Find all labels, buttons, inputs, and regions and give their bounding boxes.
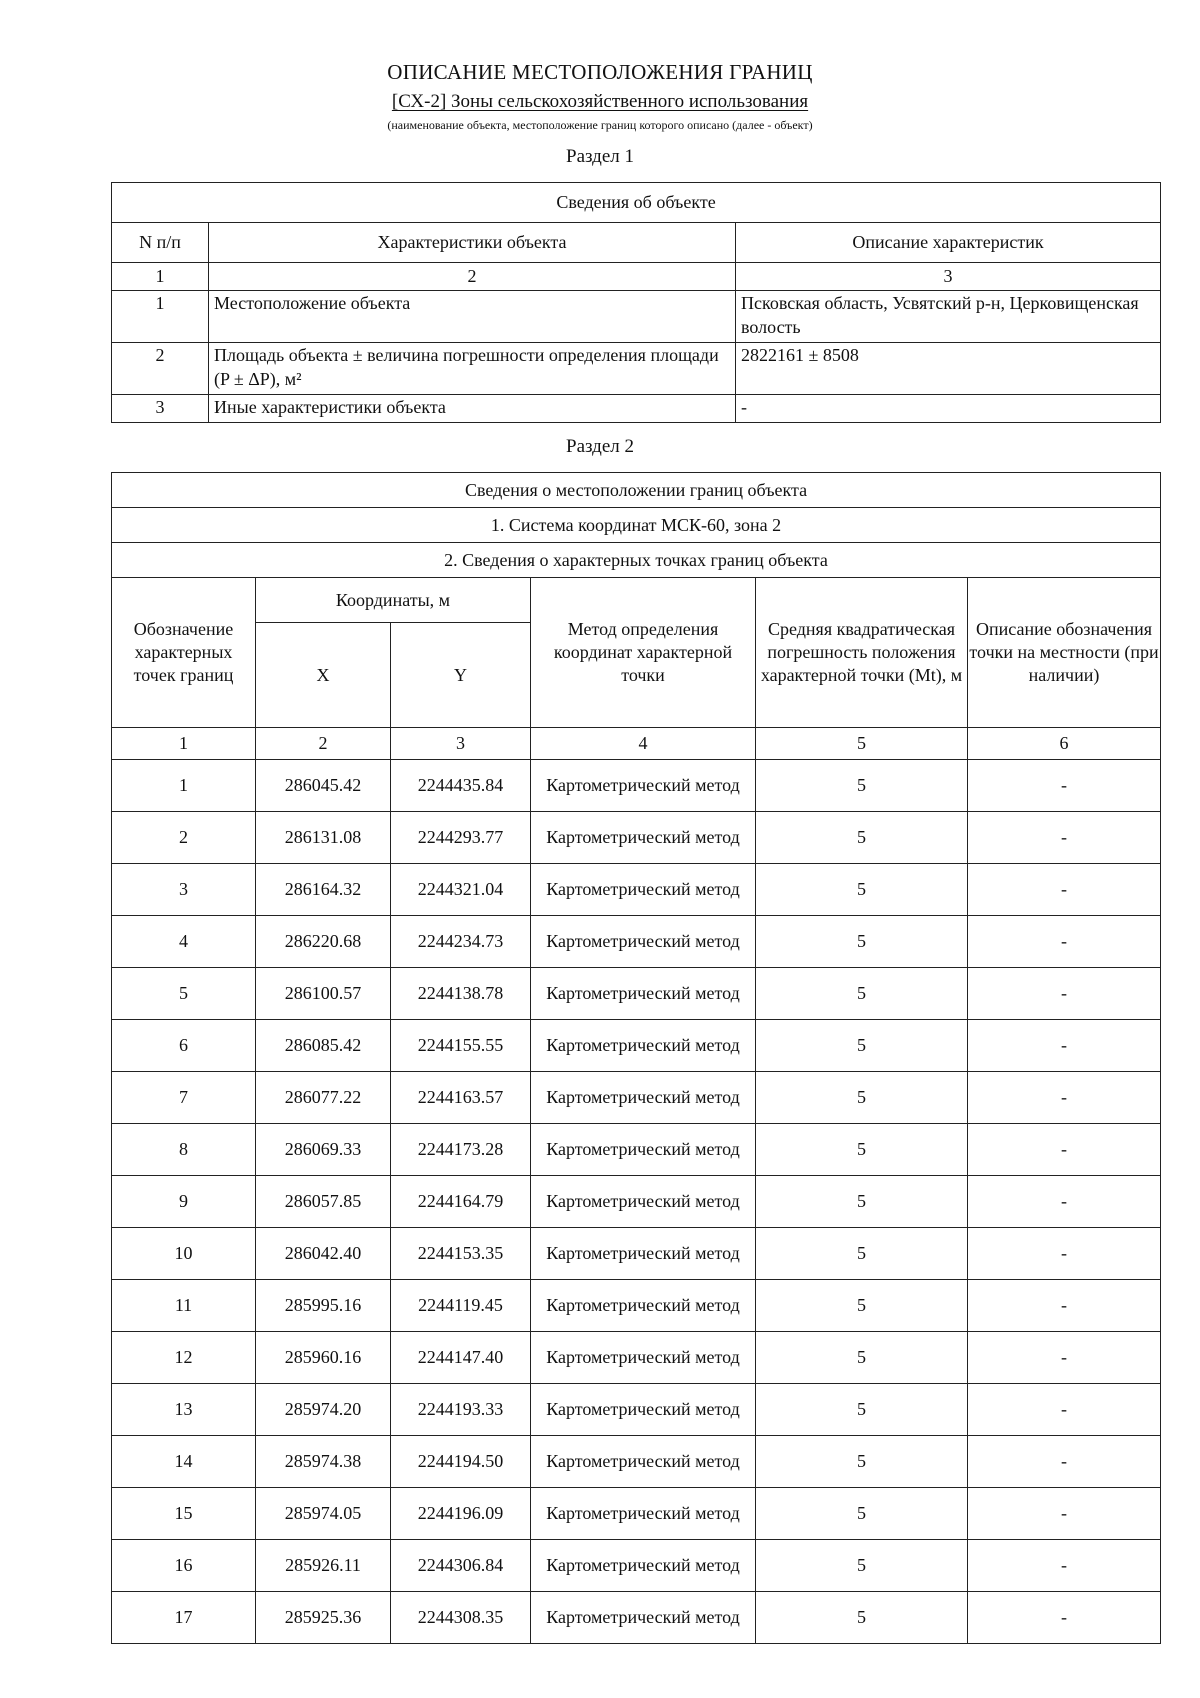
mt-error: 5 xyxy=(756,812,968,864)
row-number: 1 xyxy=(112,291,209,343)
coord-x: 286131.08 xyxy=(256,812,391,864)
table-row xyxy=(112,1436,1161,1488)
col-number: 5 xyxy=(756,728,968,760)
point-number: 16 xyxy=(112,1540,256,1592)
row-number: 3 xyxy=(112,395,209,423)
col-header-method: Метод определения координат характерной точки xyxy=(531,578,756,728)
col-number: 1 xyxy=(112,263,209,291)
method: Картометрический метод xyxy=(531,864,756,916)
coord-y: 2244194.50 xyxy=(391,1436,531,1488)
col-header-y: Y xyxy=(391,623,531,728)
point-number: 4 xyxy=(112,916,256,968)
point-description: - xyxy=(968,1592,1161,1644)
coord-y: 2244163.57 xyxy=(391,1072,531,1124)
method: Картометрический метод xyxy=(531,1384,756,1436)
table-row xyxy=(112,916,1161,968)
coord-y: 2244153.35 xyxy=(391,1228,531,1280)
table-row xyxy=(112,968,1161,1020)
col-number: 4 xyxy=(531,728,756,760)
method: Картометрический метод xyxy=(531,1540,756,1592)
point-number: 9 xyxy=(112,1176,256,1228)
coord-x: 285960.16 xyxy=(256,1332,391,1384)
method: Картометрический метод xyxy=(531,1176,756,1228)
mt-error: 5 xyxy=(756,1592,968,1644)
col-header-x: X xyxy=(256,623,391,728)
method: Картометрический метод xyxy=(531,1436,756,1488)
coord-y: 2244293.77 xyxy=(391,812,531,864)
point-number: 17 xyxy=(112,1592,256,1644)
object-name-text: [СХ-2] Зоны сельскохозяйственного использования xyxy=(391,91,809,112)
coord-y: 2244147.40 xyxy=(391,1332,531,1384)
point-description: - xyxy=(968,1436,1161,1488)
coord-x: 285974.38 xyxy=(256,1436,391,1488)
point-description: - xyxy=(968,1124,1161,1176)
table-row xyxy=(112,1332,1161,1384)
point-number: 10 xyxy=(112,1228,256,1280)
col-number: 3 xyxy=(391,728,531,760)
table-row xyxy=(112,812,1161,864)
point-description: - xyxy=(968,812,1161,864)
coord-y: 2244119.45 xyxy=(391,1280,531,1332)
point-number: 5 xyxy=(112,968,256,1020)
mt-error: 5 xyxy=(756,1228,968,1280)
coord-x: 285995.16 xyxy=(256,1280,391,1332)
coord-x: 285974.20 xyxy=(256,1384,391,1436)
point-description: - xyxy=(968,1540,1161,1592)
col-header-desc: Описание обозначения точки на местности (при наличии) xyxy=(968,578,1161,728)
mt-error: 5 xyxy=(756,760,968,812)
table-row xyxy=(112,1384,1161,1436)
characteristic-name: Площадь объекта ± величина погрешности определения площади (P ± ΔP), м² xyxy=(209,343,736,395)
mt-error: 5 xyxy=(756,1332,968,1384)
boundary-points-table xyxy=(111,472,1161,1644)
point-number: 8 xyxy=(112,1124,256,1176)
point-description: - xyxy=(968,1332,1161,1384)
coord-x: 285974.05 xyxy=(256,1488,391,1540)
mt-error: 5 xyxy=(756,1020,968,1072)
coord-x: 286045.42 xyxy=(256,760,391,812)
point-number: 7 xyxy=(112,1072,256,1124)
table-row xyxy=(112,1228,1161,1280)
point-description: - xyxy=(968,968,1161,1020)
point-number: 2 xyxy=(112,812,256,864)
col-header-coords: Координаты, м xyxy=(256,578,531,623)
coord-x: 286085.42 xyxy=(256,1020,391,1072)
table-row xyxy=(112,1072,1161,1124)
coord-x: 286042.40 xyxy=(256,1228,391,1280)
point-description: - xyxy=(968,1020,1161,1072)
table-row xyxy=(112,1020,1161,1072)
col-header-point: Обозначение характерных точек границ xyxy=(112,578,256,728)
mt-error: 5 xyxy=(756,1124,968,1176)
col-number: 3 xyxy=(736,263,1161,291)
coord-y: 2244306.84 xyxy=(391,1540,531,1592)
table-row xyxy=(112,864,1161,916)
point-description: - xyxy=(968,1072,1161,1124)
characteristic-value: - xyxy=(736,395,1161,423)
section-2-title: Раздел 2 xyxy=(566,436,634,457)
mt-error: 5 xyxy=(756,1384,968,1436)
method: Картометрический метод xyxy=(531,1124,756,1176)
object-name-note: (наименование объекта, местоположение границ которого описано (далее - объект) xyxy=(387,118,813,132)
point-number: 3 xyxy=(112,864,256,916)
method: Картометрический метод xyxy=(531,1228,756,1280)
mt-error: 5 xyxy=(756,1072,968,1124)
table-row xyxy=(112,1592,1161,1644)
object-info-table xyxy=(111,182,1161,423)
point-number: 12 xyxy=(112,1332,256,1384)
coordinate-system: 1. Система координат МСК-60, зона 2 xyxy=(112,508,1161,543)
coord-y: 2244196.09 xyxy=(391,1488,531,1540)
method: Картометрический метод xyxy=(531,1332,756,1384)
coord-x: 285926.11 xyxy=(256,1540,391,1592)
coord-y: 2244435.84 xyxy=(391,760,531,812)
characteristic-value: 2822161 ± 8508 xyxy=(736,343,1161,395)
coord-x: 285925.36 xyxy=(256,1592,391,1644)
coord-x: 286077.22 xyxy=(256,1072,391,1124)
point-number: 14 xyxy=(112,1436,256,1488)
table-row xyxy=(112,343,1161,395)
coord-x: 286100.57 xyxy=(256,968,391,1020)
point-description: - xyxy=(968,864,1161,916)
characteristic-value: Псковская область, Усвятский р-н, Церковищенская волость xyxy=(736,291,1161,343)
method: Картометрический метод xyxy=(531,968,756,1020)
method: Картометрический метод xyxy=(531,916,756,968)
table-row xyxy=(112,395,1161,423)
section-1-title: Раздел 1 xyxy=(566,146,634,167)
col-header-error: Средняя квадратическая погрешность положения характерной точки (Mt), м xyxy=(756,578,968,728)
table-row xyxy=(112,1488,1161,1540)
coord-y: 2244173.28 xyxy=(391,1124,531,1176)
coord-x: 286057.85 xyxy=(256,1176,391,1228)
method: Картометрический метод xyxy=(531,1488,756,1540)
points-subcaption: 2. Сведения о характерных точках границ объекта xyxy=(112,543,1161,578)
characteristic-name: Иные характеристики объекта xyxy=(209,395,736,423)
boundary-caption: Сведения о местоположении границ объекта xyxy=(112,473,1161,508)
col-header-n: N п/п xyxy=(112,223,209,263)
mt-error: 5 xyxy=(756,968,968,1020)
table-row xyxy=(112,760,1161,812)
mt-error: 5 xyxy=(756,1488,968,1540)
point-description: - xyxy=(968,1228,1161,1280)
coord-y: 2244308.35 xyxy=(391,1592,531,1644)
point-number: 11 xyxy=(112,1280,256,1332)
table-row xyxy=(112,1176,1161,1228)
method: Картометрический метод xyxy=(531,1020,756,1072)
table-row xyxy=(112,1124,1161,1176)
points-body xyxy=(112,760,1161,1644)
col-number: 2 xyxy=(209,263,736,291)
table-row xyxy=(112,291,1161,343)
point-number: 6 xyxy=(112,1020,256,1072)
point-description: - xyxy=(968,1280,1161,1332)
point-description: - xyxy=(968,1488,1161,1540)
mt-error: 5 xyxy=(756,1436,968,1488)
coord-x: 286220.68 xyxy=(256,916,391,968)
mt-error: 5 xyxy=(756,864,968,916)
coord-y: 2244155.55 xyxy=(391,1020,531,1072)
point-description: - xyxy=(968,1176,1161,1228)
point-number: 15 xyxy=(112,1488,256,1540)
method: Картометрический метод xyxy=(531,1592,756,1644)
point-number: 1 xyxy=(112,760,256,812)
document-title: ОПИСАНИЕ МЕСТОПОЛОЖЕНИЯ ГРАНИЦ xyxy=(387,60,813,84)
col-header-characteristic: Характеристики объекта xyxy=(209,223,736,263)
coord-y: 2244234.73 xyxy=(391,916,531,968)
col-number: 1 xyxy=(112,728,256,760)
row-number: 2 xyxy=(112,343,209,395)
col-number: 6 xyxy=(968,728,1161,760)
mt-error: 5 xyxy=(756,916,968,968)
col-header-description: Описание характеристик xyxy=(736,223,1161,263)
table-row xyxy=(112,1280,1161,1332)
point-description: - xyxy=(968,916,1161,968)
coord-y: 2244193.33 xyxy=(391,1384,531,1436)
mt-error: 5 xyxy=(756,1176,968,1228)
coord-y: 2244321.04 xyxy=(391,864,531,916)
coord-y: 2244164.79 xyxy=(391,1176,531,1228)
point-description: - xyxy=(968,760,1161,812)
method: Картометрический метод xyxy=(531,760,756,812)
method: Картометрический метод xyxy=(531,812,756,864)
method: Картометрический метод xyxy=(531,1280,756,1332)
col-number: 2 xyxy=(256,728,391,760)
coord-x: 286164.32 xyxy=(256,864,391,916)
table-row xyxy=(112,1540,1161,1592)
mt-error: 5 xyxy=(756,1280,968,1332)
characteristic-name: Местоположение объекта xyxy=(209,291,736,343)
point-description: - xyxy=(968,1384,1161,1436)
object-info-caption: Сведения об объекте xyxy=(112,183,1161,223)
method: Картометрический метод xyxy=(531,1072,756,1124)
coord-y: 2244138.78 xyxy=(391,968,531,1020)
point-number: 13 xyxy=(112,1384,256,1436)
object-name xyxy=(0,91,1200,113)
coord-x: 286069.33 xyxy=(256,1124,391,1176)
mt-error: 5 xyxy=(756,1540,968,1592)
